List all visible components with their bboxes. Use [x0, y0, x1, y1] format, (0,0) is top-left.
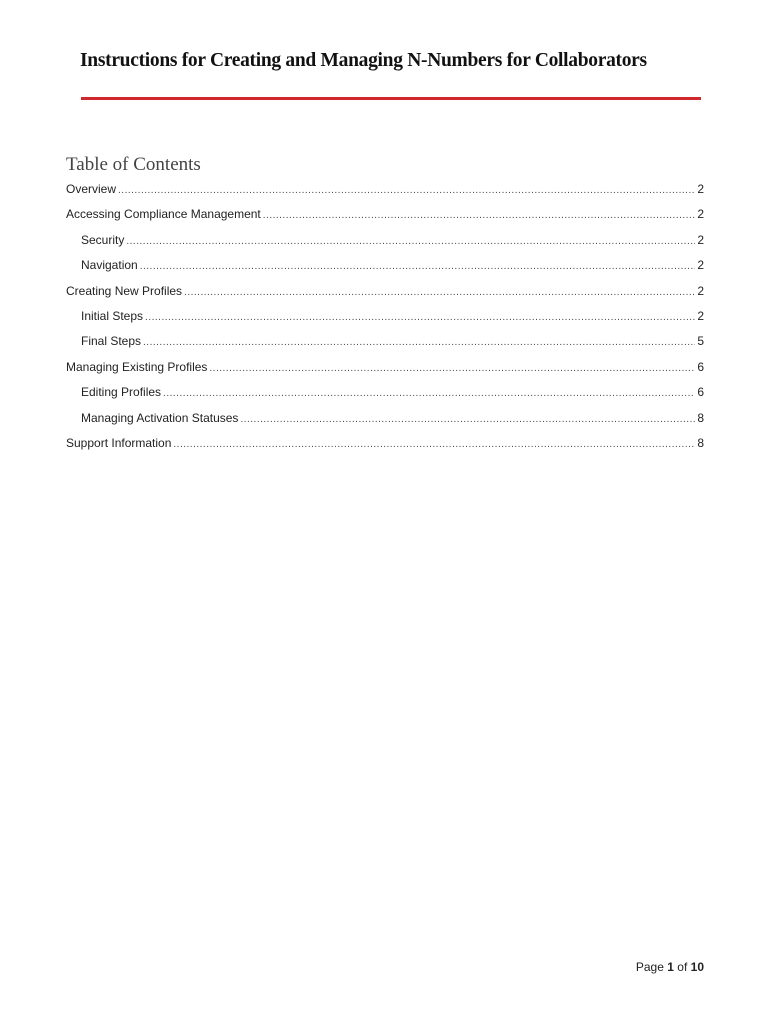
toc-item-label: Security [81, 232, 125, 247]
footer-total-pages: 10 [690, 960, 704, 974]
footer-page-word: Page [635, 960, 664, 974]
toc-leader-dots [145, 305, 695, 330]
title-divider [81, 97, 701, 100]
toc-item-page: 6 [697, 385, 704, 400]
toc-item-page: 6 [697, 359, 704, 374]
toc-item-managing-activation-statuses[interactable] [66, 406, 704, 431]
toc-item-label: Editing Profiles [81, 385, 162, 400]
toc-leader-dots [140, 254, 696, 279]
toc-item-label: Support Information [66, 435, 172, 450]
toc-item-page: 2 [697, 182, 704, 196]
toc-item-label: Overview [66, 182, 117, 196]
toc-item-label: Initial Steps [81, 308, 144, 323]
toc-item-label: Accessing Compliance Management [66, 207, 261, 222]
footer-current-page: 1 [667, 960, 674, 974]
toc-item-label: Navigation [81, 258, 138, 273]
toc-item-initial-steps[interactable] [66, 304, 704, 329]
table-of-contents [66, 177, 704, 456]
toc-heading: Table of Contents [66, 154, 201, 175]
toc-item-page: 2 [697, 308, 704, 323]
toc-item-navigation[interactable] [66, 253, 704, 278]
toc-item-security[interactable] [66, 228, 704, 253]
toc-item-overview[interactable] [66, 177, 704, 202]
toc-item-label: Creating New Profiles [66, 283, 183, 298]
toc-item-creating-new-profiles[interactable] [66, 279, 704, 304]
toc-item-label: Managing Activation Statuses [81, 410, 239, 425]
footer-of-word: of [677, 960, 688, 974]
toc-item-editing-profiles[interactable] [66, 380, 704, 405]
toc-leader-dots [163, 381, 695, 406]
toc-leader-dots [209, 356, 695, 381]
toc-leader-dots [173, 432, 695, 457]
toc-leader-dots [263, 203, 696, 228]
toc-leader-dots [126, 229, 695, 254]
toc-item-accessing-compliance-management[interactable] [66, 202, 704, 227]
toc-leader-dots [118, 178, 695, 203]
toc-item-final-steps[interactable] [66, 329, 704, 354]
document-title: Instructions for Creating and Managing N-Numbers for Collaborators [80, 50, 647, 71]
toc-item-page: 2 [697, 232, 704, 247]
toc-item-page: 2 [697, 258, 704, 273]
toc-leader-dots [240, 407, 695, 432]
toc-leader-dots [184, 280, 695, 305]
toc-item-managing-existing-profiles[interactable] [66, 355, 704, 380]
toc-leader-dots [143, 330, 695, 355]
toc-item-page: 5 [697, 334, 704, 349]
toc-item-label: Final Steps [81, 334, 142, 349]
toc-item-page: 8 [697, 435, 704, 450]
toc-item-label: Managing Existing Profiles [66, 359, 208, 374]
toc-item-support-information[interactable] [66, 431, 704, 456]
toc-item-page: 8 [697, 410, 704, 425]
toc-item-page: 2 [697, 283, 704, 298]
page-number-footer [636, 960, 704, 974]
toc-item-page: 2 [697, 207, 704, 222]
